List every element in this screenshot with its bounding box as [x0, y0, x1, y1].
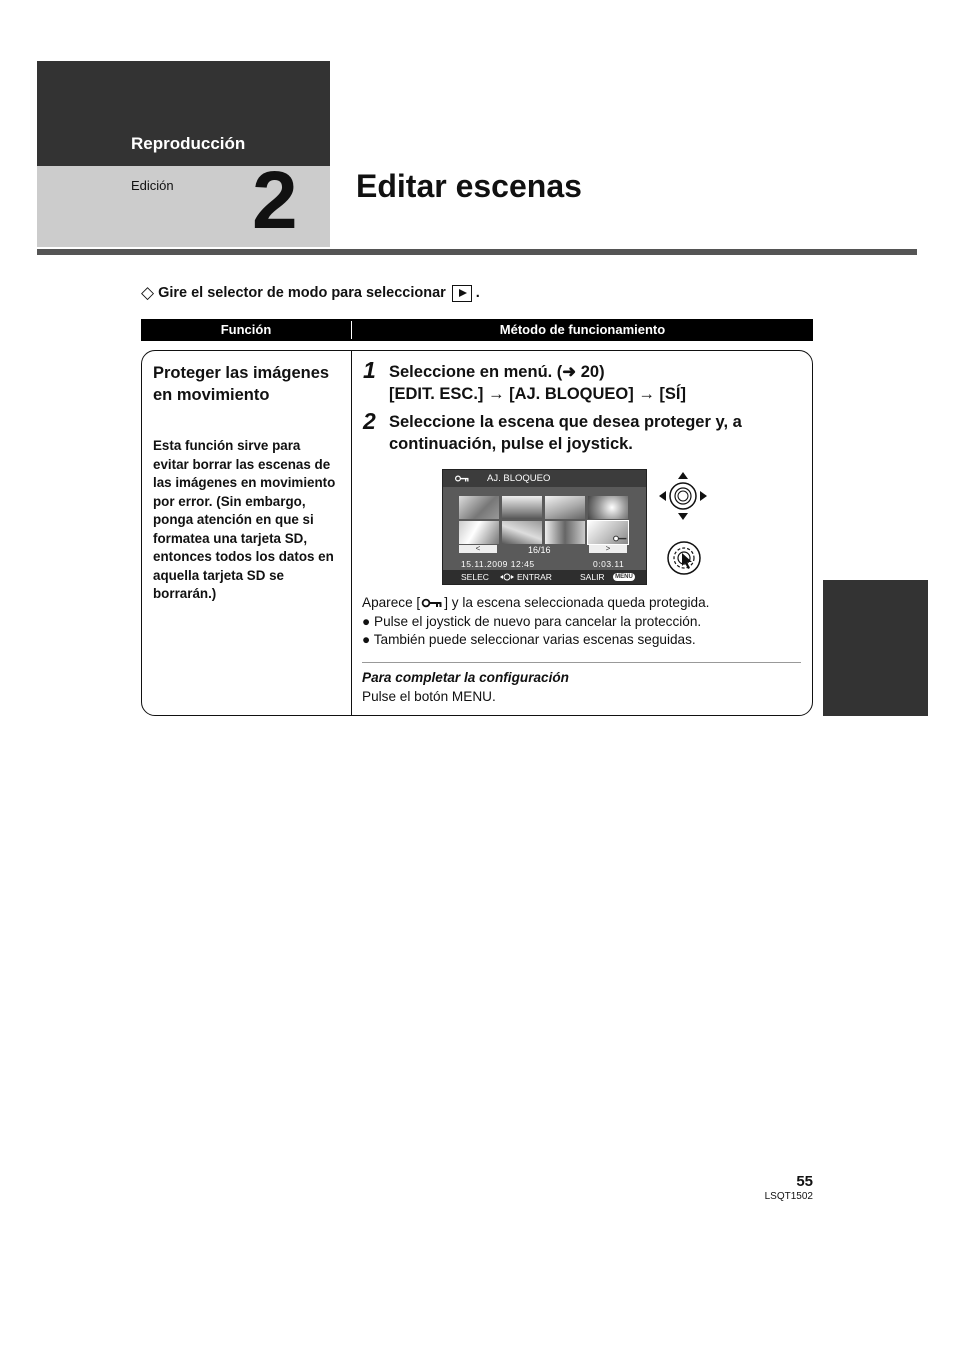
- thumbnail: [588, 496, 628, 519]
- joystick-press-icon: [666, 540, 702, 576]
- joystick-small-icon: [499, 573, 515, 581]
- bullet-text: También puede seleccionar varias escenas seguidas.: [373, 632, 696, 647]
- screen-title-bar: [443, 470, 646, 487]
- mode-instruction: [141, 283, 480, 303]
- camera-screen: [442, 469, 647, 585]
- step-2-number: 2: [363, 408, 376, 434]
- screen-nav: [459, 545, 629, 554]
- entrar-label: ENTRAR: [517, 572, 552, 582]
- instruction-text: Gire el selector de modo para seleccionar: [158, 285, 446, 301]
- subsection-label: Edición: [131, 178, 174, 193]
- protect-note: [362, 595, 709, 610]
- step-1-line-1: Seleccione en menú. (➜ 20): [389, 363, 605, 381]
- prev-page-button: <: [459, 545, 497, 553]
- thumbnail: [459, 521, 499, 544]
- screen-bottom-bar: [443, 570, 646, 584]
- scene-counter: 16/16: [528, 545, 551, 555]
- joystick-directions-icon: [658, 471, 708, 521]
- page-title: Editar escenas: [356, 168, 582, 204]
- bullet-item: ● También puede seleccionar varias escenas seguidas.: [362, 632, 696, 647]
- complete-text: Pulse el botón MENU.: [362, 689, 496, 704]
- bullet-text: Pulse el joystick de nuevo para cancelar la protección.: [374, 614, 702, 629]
- step-1-number: 1: [363, 357, 376, 383]
- thumbnail: [545, 496, 585, 519]
- thumbnail: [502, 496, 542, 519]
- play-mode-icon: [452, 285, 472, 302]
- thumbnail: [459, 496, 499, 519]
- protect-note-prefix: Aparece [: [362, 595, 421, 610]
- complete-heading: Para completar la configuración: [362, 670, 569, 685]
- selec-label: SELEC: [461, 572, 489, 582]
- thumbnail: [545, 521, 585, 544]
- table-header: [141, 319, 813, 341]
- lock-key-icon: [455, 475, 469, 482]
- step-2-text: Seleccione la escena que desea proteger y, a continuación, pulse el joystick.: [389, 413, 742, 453]
- instruction-period: .: [475, 285, 480, 301]
- salir-label: SALIR: [580, 572, 605, 582]
- screen-duration: 0:03.11: [593, 559, 625, 569]
- next-page-button: >: [589, 545, 627, 553]
- function-title: Proteger las imágenes en movimiento: [153, 364, 330, 404]
- chapter-number: 2: [252, 155, 298, 246]
- menu-badge: MENU: [613, 573, 635, 581]
- protect-note-suffix: ] y la escena seleccionada queda protegida.: [444, 595, 710, 610]
- column-divider: [351, 351, 352, 715]
- screen-date: 15.11.2009 12:45: [461, 559, 535, 569]
- diamond-icon: ◇: [141, 283, 155, 302]
- function-description: Esta función sirve para evitar borrar las escenas de las imágenes en movimiento por error. (Sin embargo, ponga atención en que si formatea una tarjeta SD, entonces todos los datos en aquella tarjeta SD se borrarán.): [153, 438, 336, 601]
- thumbnail: [502, 521, 542, 544]
- separator-line: [362, 662, 801, 663]
- lock-key-icon: [613, 535, 627, 542]
- col-function-header: Función: [220, 322, 272, 337]
- bullet-item: ● Pulse el joystick de nuevo para cancelar la protección.: [362, 614, 702, 629]
- document-code: LSQT1502: [764, 1191, 813, 1202]
- screen-title: AJ. BLOQUEO: [487, 473, 551, 484]
- page-number: 55: [796, 1173, 813, 1190]
- section-label: Reproducción: [131, 134, 246, 153]
- step-1-line-2: [EDIT. ESC.] → [AJ. BLOQUEO] → [SÍ]: [389, 385, 687, 403]
- col-method-header: Método de funcionamiento: [499, 322, 666, 337]
- lock-key-icon: [421, 598, 443, 608]
- title-rule: [37, 249, 917, 255]
- side-tab: [823, 580, 928, 716]
